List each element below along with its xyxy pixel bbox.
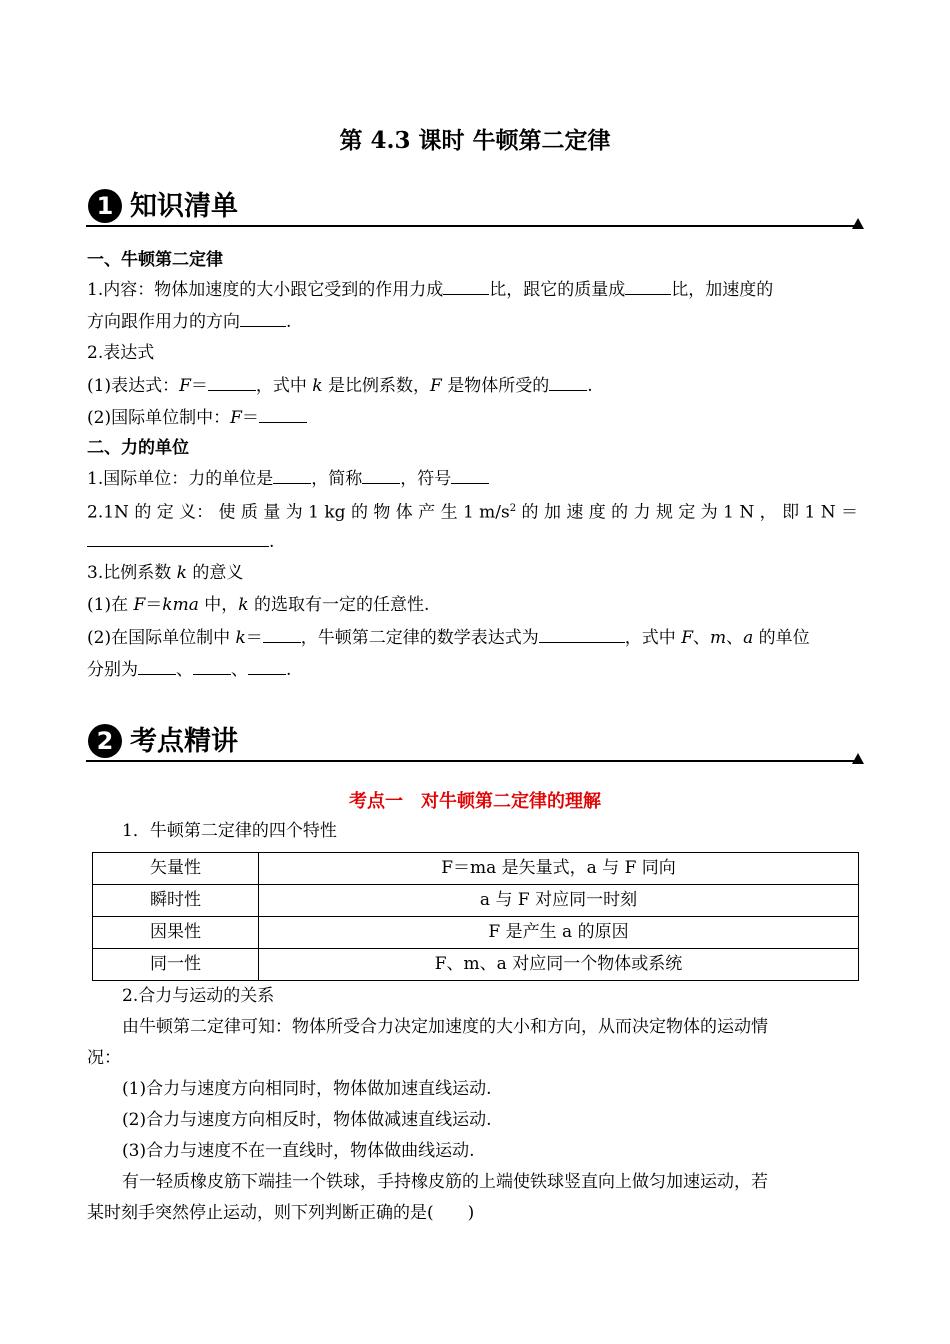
triangle-icon: [852, 218, 864, 229]
content-line: 由牛顿第二定律可知：物体所受合力决定加速度的大小和方向，从而决定物体的运动情: [122, 1017, 768, 1037]
heading-force-unit: 二、力的单位: [87, 438, 189, 458]
exam-point-title: 考点一 对牛顿第二定律的理解: [349, 791, 601, 812]
section-rule: [86, 225, 856, 227]
table-cell: 因果性: [93, 917, 259, 949]
content-line: 有一轻质橡皮筋下端挂一个铁球，手持橡皮筋的上端使铁球竖直向上做匀加速运动，若: [122, 1172, 768, 1192]
section-title: 知识清单: [130, 191, 238, 222]
content-line: 1．牛顿第二定律的四个特性: [122, 821, 337, 841]
section-rule: [86, 760, 856, 762]
content-line: (1)合力与速度方向相同时，物体做加速直线运动.: [122, 1079, 492, 1099]
section-header-knowledge: [86, 187, 864, 229]
content-line: (1)表达式：F＝ ，式中 k 是比例系数，F 是物体所受的 .: [87, 373, 593, 398]
table-row: [93, 885, 859, 917]
content-line: 3.比例系数 k 的意义: [87, 563, 244, 583]
content-line: 况：: [87, 1048, 121, 1068]
content-line: 方向跟作用力的方向 .: [87, 309, 291, 334]
content-line: 2.1N 的 定 义： 使 质 量 为 1 kg 的 物 体 产 生 1 $m/s^2$ 的 加 速 度 的 力 规 定 为 1 N ， 即 1 N ＝: [87, 502, 858, 523]
content-line: (3)合力与速度不在一直线时，物体做曲线运动.: [122, 1141, 475, 1161]
content-line: 某时刻手突然停止运动，则下列判断正确的是( ): [87, 1203, 475, 1223]
content-line: .: [87, 529, 274, 554]
content-line: 1.内容：物体加速度的大小跟它受到的作用力成 比，跟它的质量成 比，加速度的: [87, 277, 773, 302]
section-number-badge: 1: [88, 189, 122, 223]
table-row: [93, 949, 859, 981]
content-line: 1.国际单位：力的单位是 ，简称 ，符号: [87, 466, 489, 491]
table-cell: 瞬时性: [93, 885, 259, 917]
section-number-badge: 2: [88, 724, 122, 758]
table-cell: F＝ma 是矢量式，a 与 F 同向: [259, 853, 859, 885]
table-cell: F、m、a 对应同一个物体或系统: [259, 949, 859, 981]
content-line: 分别为 、 、 .: [87, 657, 291, 682]
section-header-exam-points: [86, 722, 864, 764]
content-line: (2)合力与速度方向相反时，物体做减速直线运动.: [122, 1110, 492, 1130]
content-line: 2.合力与运动的关系: [122, 986, 275, 1006]
section-title: 考点精讲: [130, 726, 238, 757]
content-line: (2)在国际单位制中 k＝ ，牛顿第二定律的数学表达式为 ，式中 F、m、a 的单位: [87, 625, 810, 650]
triangle-icon: [852, 753, 864, 764]
table-cell: F 是产生 a 的原因: [259, 917, 859, 949]
table-row: [93, 917, 859, 949]
table-row: [93, 853, 859, 885]
content-line: (2)国际单位制中：F＝: [87, 405, 307, 430]
page-title: 第 4.3 课时 牛顿第二定律: [339, 127, 611, 154]
content-line: 2.表达式: [87, 343, 155, 363]
heading-newton-law: 一、牛顿第二定律: [87, 250, 223, 270]
table-cell: 矢量性: [93, 853, 259, 885]
content-line: (1)在 F＝kma 中，k 的选取有一定的任意性.: [87, 595, 430, 615]
properties-table: [92, 852, 859, 981]
table-cell: a 与 F 对应同一时刻: [259, 885, 859, 917]
table-cell: 同一性: [93, 949, 259, 981]
